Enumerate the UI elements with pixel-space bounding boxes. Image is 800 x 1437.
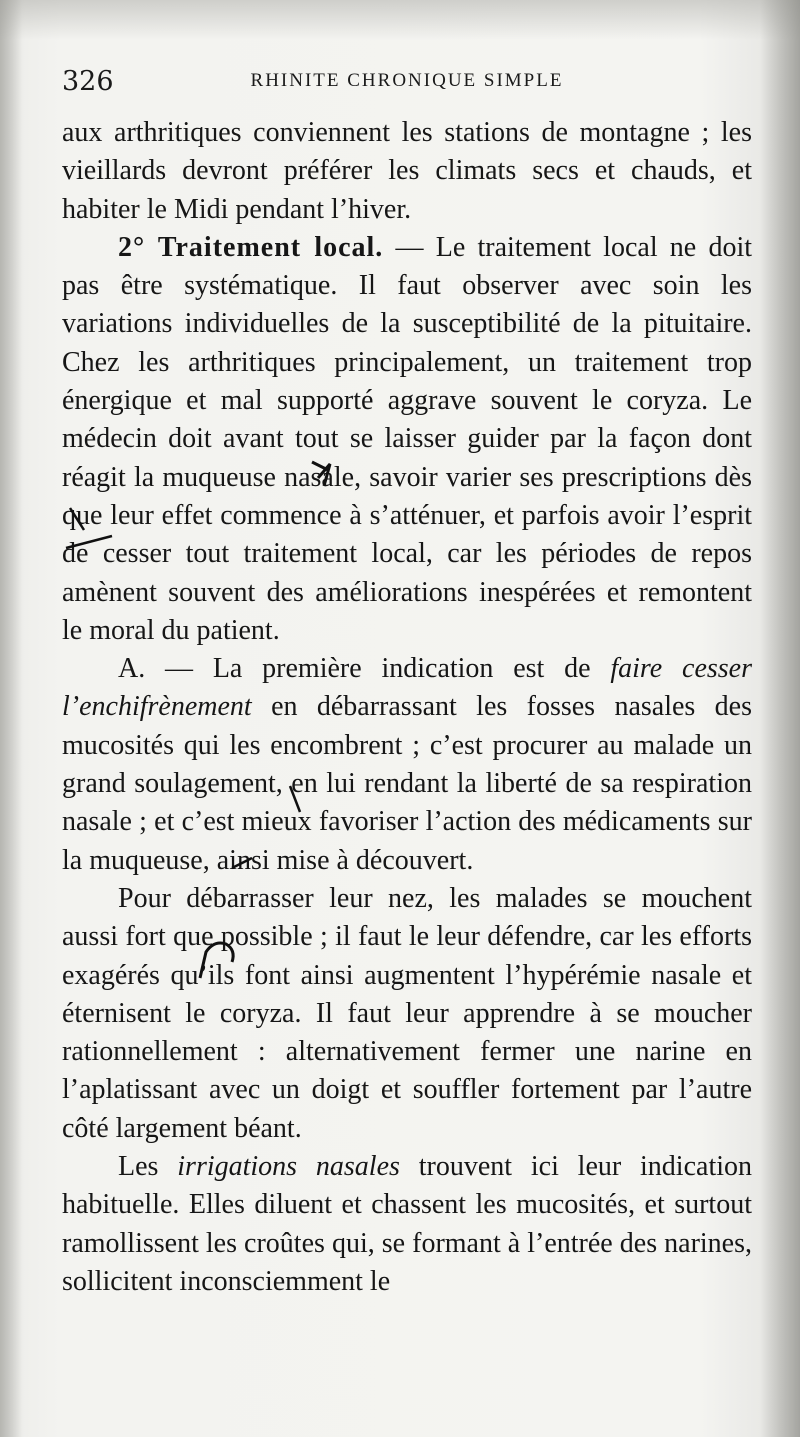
paragraph-4: Pour débarrasser leur nez, les malades se mouchent aussi fort que possible ; il faut le leur défendre, car les efforts exagérés qu’ils font ainsi augmentent l’hypérémie nasale et éternisent le coryza. Il faut leur apprendre à se moucher rationnellement : alternativement fermer une narine en l’aplatissant avec un doigt et souffler fortement par l’autre côté largement béant. [62, 882, 752, 1144]
page-number: 326 [62, 66, 114, 97]
section-heading: 2° Traitement local. [118, 231, 384, 263]
paragraph-3-start: A. — La première indication est de [118, 653, 611, 685]
paragraph-5-start: Les [118, 1151, 178, 1183]
paragraph-3-end: en débarrassant les fosses nasales des mucosités qui les encombrent ; c’est procurer au malade un grand soulagement, en lui rendant la liberté de sa respiration nasale ; et c’est mieux favoriser l’action des médicaments sur la muqueuse, ainsi mise à découvert. [62, 691, 752, 876]
running-title: RHINITE CHRONIQUE SIMPLE [250, 70, 564, 91]
paragraph-3 [62, 650, 752, 880]
page-top-shadow [0, 0, 800, 40]
body-text [62, 114, 752, 1301]
page-gutter-shadow [760, 0, 800, 1437]
page-header [62, 66, 752, 102]
italic-phrase-irrigations: irrigations nasales [177, 1151, 400, 1183]
paragraph-2-text: — Le traitement local ne doit pas être systématique. Il faut observer avec soin les variations individuelles de la susceptibilité de la pituitaire. Chez les arthritiques principalement, un traitement trop énergique et mal supporté aggrave souvent le coryza. Le médecin doit avant tout se laisser guider par la façon dont réagit la muqueuse nasale, savoir varier ses prescriptions dès que leur effet commence à s’atténuer, et parfois avoir l’esprit de cesser tout traitement local, car les périodes de repos amènent souvent des améliorations inespérées et remontent le moral du patient. [62, 231, 753, 646]
italic-phrase: faire cesser l’enchifrènement [62, 653, 752, 723]
paragraph-2 [62, 229, 752, 650]
paragraph-5-end: trouvent ici leur indication habituelle. Elles diluent et chassent les mucosités, et surtout ramollissent les croûtes qui, se formant à l’entrée des narines, sollicitent inconsciemment le [62, 1151, 752, 1297]
paragraph-1: aux arthritiques conviennent les stations de montagne ; les vieillards devront préférer les climats secs et chauds, et habiter le Midi pendant l’hiver. [62, 117, 752, 225]
page-left-shadow [0, 0, 22, 1437]
paragraph-5 [62, 1148, 752, 1301]
